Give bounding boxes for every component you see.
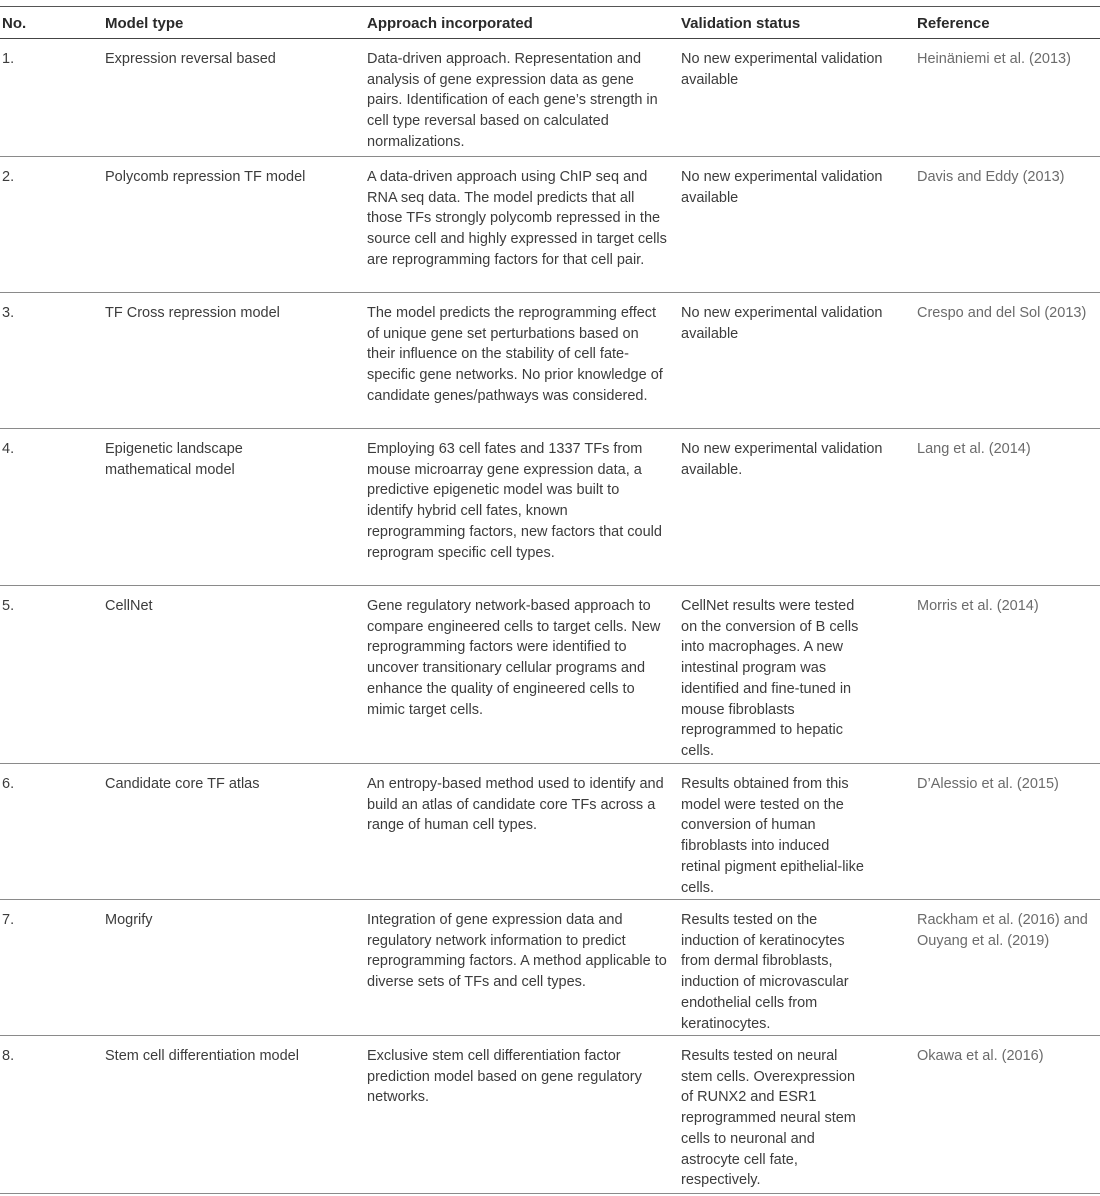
reference: Lang et al. (2014) xyxy=(917,441,1031,457)
table-row xyxy=(0,157,1100,293)
reference: Crespo and del Sol (2013) xyxy=(917,305,1087,321)
header-no: No. xyxy=(2,15,27,32)
header-approach: Approach incorporated xyxy=(367,15,533,32)
header-model-type: Model type xyxy=(105,15,184,32)
row-number: 4. xyxy=(2,441,15,457)
table-header-row xyxy=(0,8,1100,39)
row-number: 6. xyxy=(2,776,15,792)
reference: D’Alessio et al. (2015) xyxy=(917,776,1059,792)
approach: The model predicts the reprogramming effect of unique gene set perturbations based on their influence on the stability of cell fate-specific gene networks. No prior knowledge of candidate genes/pathways was considered. xyxy=(367,305,663,404)
table-row xyxy=(0,39,1100,157)
validation-status: No new experimental validation available xyxy=(681,169,883,206)
table-row xyxy=(0,293,1100,429)
approach: Data-driven approach. Representation and analysis of gene expression data as gene pairs. Identification of each gene’s strength in cell type reversal based on calculated normalizations. xyxy=(367,51,658,150)
table-row xyxy=(0,586,1100,764)
reference: Heinäniemi et al. (2013) xyxy=(917,51,1071,67)
row-number: 7. xyxy=(2,912,15,928)
approach: A data-driven approach using ChIP seq and RNA seq data. The model predicts that all those TFs strongly polycomb repressed in the source cell and highly expressed in target cells are reprogramming factors for that cell pair. xyxy=(367,169,667,268)
model-type: Polycomb repression TF model xyxy=(105,169,306,185)
validation-status: Results tested on neural stem cells. Overexpression of RUNX2 and ESR1 reprogrammed neural stem cells to neuronal and astrocyte cell fate, respectively. xyxy=(681,1048,856,1189)
model-type: Expression reversal based xyxy=(105,51,276,67)
row-number: 1. xyxy=(2,51,15,67)
row-number: 2. xyxy=(2,169,15,185)
table-row xyxy=(0,900,1100,1036)
reference: Okawa et al. (2016) xyxy=(917,1048,1044,1064)
model-type: Epigenetic landscape mathematical model xyxy=(105,441,243,478)
table-top-rule xyxy=(0,6,1100,7)
model-type: Mogrify xyxy=(105,912,153,928)
table-row xyxy=(0,1036,1100,1194)
header-validation: Validation status xyxy=(681,15,801,32)
validation-status: No new experimental validation available. xyxy=(681,441,883,478)
model-type: Stem cell differentiation model xyxy=(105,1048,299,1064)
reference: Davis and Eddy (2013) xyxy=(917,169,1065,185)
approach: An entropy-based method used to identify and build an atlas of candidate core TFs across a range of human cell types. xyxy=(367,776,664,834)
model-type: CellNet xyxy=(105,598,153,614)
model-type: TF Cross repression model xyxy=(105,305,280,321)
table-row xyxy=(0,764,1100,900)
reference: Morris et al. (2014) xyxy=(917,598,1039,614)
header-reference: Reference xyxy=(917,15,990,32)
validation-status: CellNet results were tested on the conversion of B cells into macrophages. A new intestinal program was identified and fine-tuned in mouse fibroblasts reprogrammed to hepatic cells. xyxy=(681,598,859,759)
row-number: 3. xyxy=(2,305,15,321)
table-row xyxy=(0,429,1100,586)
approach: Exclusive stem cell differentiation factor prediction model based on gene regulatory networks. xyxy=(367,1048,642,1106)
approach: Integration of gene expression data and regulatory network information to predict reprogramming factors. A method applicable to diverse sets of TFs and cell types. xyxy=(367,912,667,991)
approach: Gene regulatory network-based approach to compare engineered cells to target cells. New reprogramming factors were identified to uncover transitionary cellular programs and enhance the quality of engineered cells to mimic target cells. xyxy=(367,598,661,718)
model-type: Candidate core TF atlas xyxy=(105,776,260,792)
row-number: 5. xyxy=(2,598,15,614)
validation-status: No new experimental validation available xyxy=(681,51,883,88)
validation-status: Results obtained from this model were tested on the conversion of human fibroblasts into induced retinal pigment epithelial-like cells. xyxy=(681,776,864,896)
row-number: 8. xyxy=(2,1048,15,1064)
reference: Rackham et al. (2016) and Ouyang et al. (2019) xyxy=(917,912,1088,949)
validation-status: No new experimental validation available xyxy=(681,305,883,342)
validation-status: Results tested on the induction of keratinocytes from dermal fibroblasts, induction of microvascular endothelial cells from keratinocytes. xyxy=(681,912,849,1032)
approach: Employing 63 cell fates and 1337 TFs from mouse microarray gene expression data, a predictive epigenetic model was built to identify hybrid cell fates, known reprogramming factors, new factors that could reprogram specific cell types. xyxy=(367,441,662,561)
